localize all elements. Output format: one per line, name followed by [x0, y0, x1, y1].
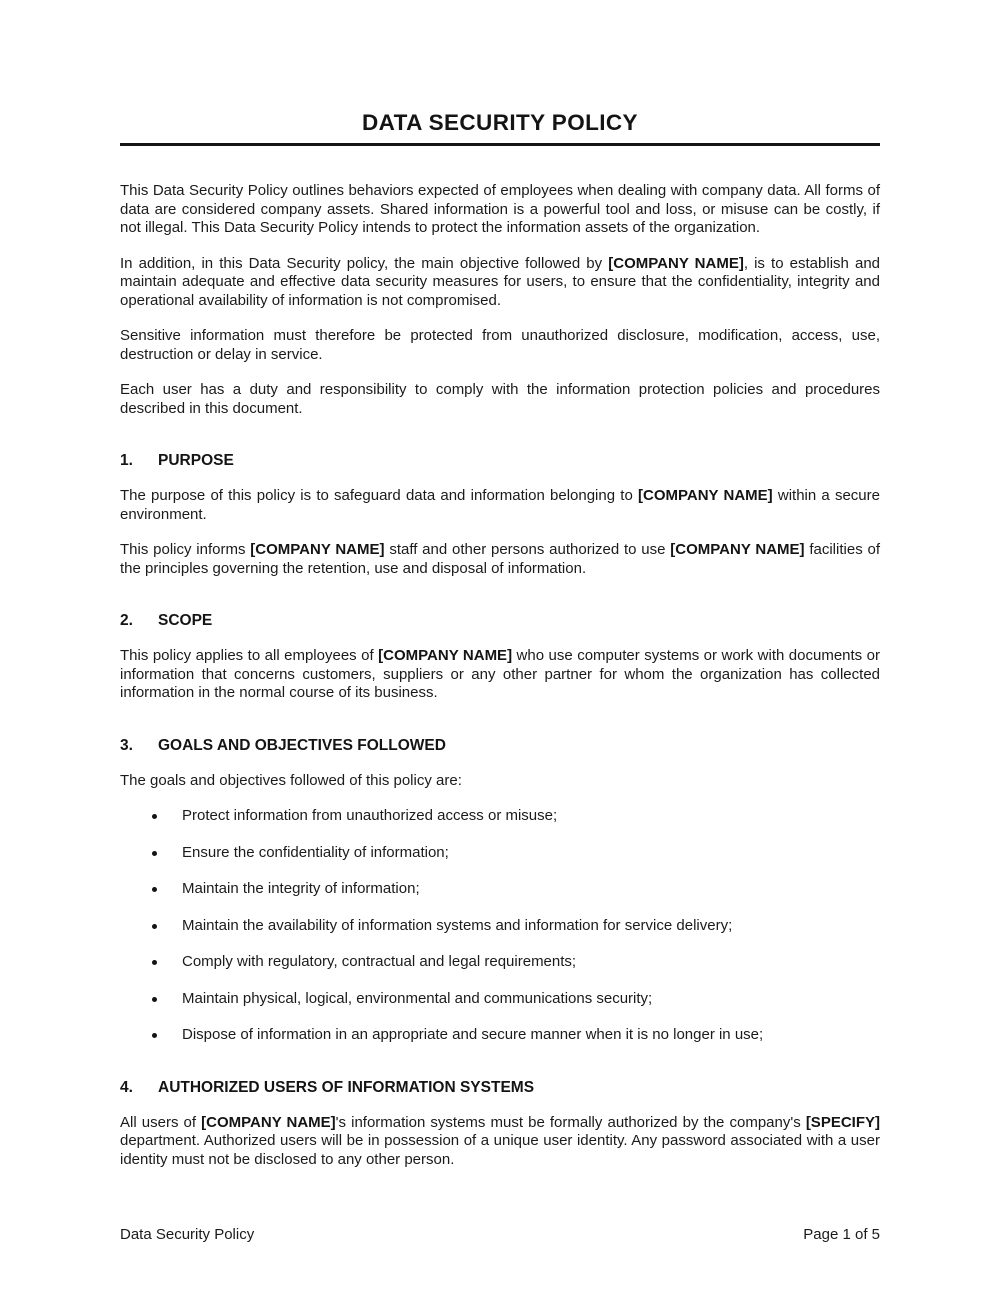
bullet-item	[152, 807, 880, 826]
section-number: 3.	[120, 736, 133, 754]
paragraph-text: 's information systems must be formally authorized by the company's	[335, 1113, 806, 1131]
placeholder-company-name: [COMPANY NAME]	[201, 1113, 336, 1131]
paragraph-text: staff and other persons authorized to use	[384, 541, 671, 558]
bullet-text: Comply with regulatory, contractual and legal requirements;	[182, 953, 577, 970]
paragraph-text: The goals and objectives followed of this policy are:	[120, 771, 462, 789]
section-heading-text: GOALS AND OBJECTIVES FOLLOWED	[158, 736, 446, 754]
intro-paragraph-1	[120, 182, 880, 238]
bullet-text: Maintain the availability of information systems and information for service delivery;	[182, 916, 733, 934]
section-heading-authorized-users	[120, 1078, 880, 1097]
section-heading-text: PURPOSE	[158, 452, 234, 469]
bullet-list	[120, 807, 880, 1045]
paragraph-text: , is to establish and maintain adequate and effective data security measures for users, to ensure that the confidentiality, integrity and operational availability of information is not compromised.	[120, 254, 881, 309]
intro-paragraph-2	[120, 255, 880, 311]
paragraph-text: Sensitive information must therefore be protected from unauthorized disclosure, modification, access, use, destruction or delay in service.	[120, 327, 880, 363]
bullet-item	[152, 1026, 880, 1045]
section-heading-goals	[120, 736, 880, 755]
bullet-text: Maintain the integrity of information;	[182, 880, 420, 897]
placeholder-specify: [SPECIFY]	[805, 1113, 880, 1131]
paragraph-text: This Data Security Policy outlines behaviors expected of employees when dealing with company data. All forms of data are considered company assets. Shared information is a powerful tool and loss, or misuse can be costly, if not illegal. This Data Security Policy intends to protect the information assets of the organization.	[120, 182, 880, 236]
bullet-item	[152, 880, 880, 899]
paragraph-text: All users of	[120, 1113, 202, 1131]
paragraph-text: department. Authorized users will be in possession of a unique user identity. Any password associated with a user identity must not be disclosed to any other person.	[120, 1132, 880, 1168]
placeholder-company-name: [COMPANY NAME]	[638, 487, 773, 504]
page-footer	[120, 1226, 880, 1245]
title-rule	[120, 143, 880, 146]
paragraph-text: The purpose of this policy is to safeguard data and information belonging to	[120, 487, 638, 504]
section-number: 2.	[120, 612, 133, 629]
paragraph-text: within a secure environment.	[120, 487, 880, 523]
paragraph-text: This policy informs	[120, 541, 251, 558]
placeholder-company-name: [COMPANY NAME]	[670, 541, 805, 558]
bullet-text: Ensure the confidentiality of information;	[182, 843, 449, 861]
footer-page-number: Page 1 of 5	[803, 1225, 880, 1243]
paragraph	[120, 1114, 880, 1170]
section-heading-text: AUTHORIZED USERS OF INFORMATION SYSTEMS	[158, 1078, 535, 1096]
bullet-text: Protect information from unauthorized access or misuse;	[182, 807, 558, 824]
bullet-item	[152, 953, 880, 972]
bullet-item	[152, 844, 880, 863]
paragraph-text: facilities of the principles governing the retention, use and disposal of information.	[120, 541, 881, 577]
bullet-text: Maintain physical, logical, environmental and communications security;	[182, 989, 653, 1007]
paragraph-text: who use computer systems or work with documents or information that concerns customers, suppliers or any other partner for whom the organization has collected information in the normal course of its business.	[120, 647, 880, 701]
intro-paragraph-4	[120, 381, 880, 418]
goals-intro-paragraph	[120, 772, 880, 791]
bullet-item	[152, 990, 880, 1009]
section-number: 1.	[120, 452, 133, 469]
section-heading-purpose	[120, 451, 880, 470]
paragraph-text: This policy applies to all employees of	[120, 647, 379, 664]
paragraph	[120, 647, 880, 703]
paragraph-text: In addition, in this Data Security policy, the main objective followed by	[120, 254, 609, 272]
section-heading-text: SCOPE	[158, 612, 213, 629]
placeholder-company-name: [COMPANY NAME]	[378, 647, 513, 664]
paragraph-text: Each user has a duty and responsibility to comply with the information protection policies and procedures described in this document.	[120, 381, 880, 417]
bullet-item	[152, 917, 880, 936]
document-title: DATA SECURITY POLICY	[362, 110, 638, 135]
footer-document-name: Data Security Policy	[120, 1225, 255, 1243]
placeholder-company-name: [COMPANY NAME]	[250, 541, 385, 558]
paragraph	[120, 487, 880, 524]
section-number: 4.	[120, 1078, 133, 1096]
intro-paragraph-3	[120, 327, 880, 364]
placeholder-company-name: [COMPANY NAME]	[608, 254, 744, 272]
bullet-text: Dispose of information in an appropriate and secure manner when it is no longer in use;	[182, 1026, 764, 1043]
paragraph	[120, 541, 880, 578]
section-heading-scope	[120, 611, 880, 630]
